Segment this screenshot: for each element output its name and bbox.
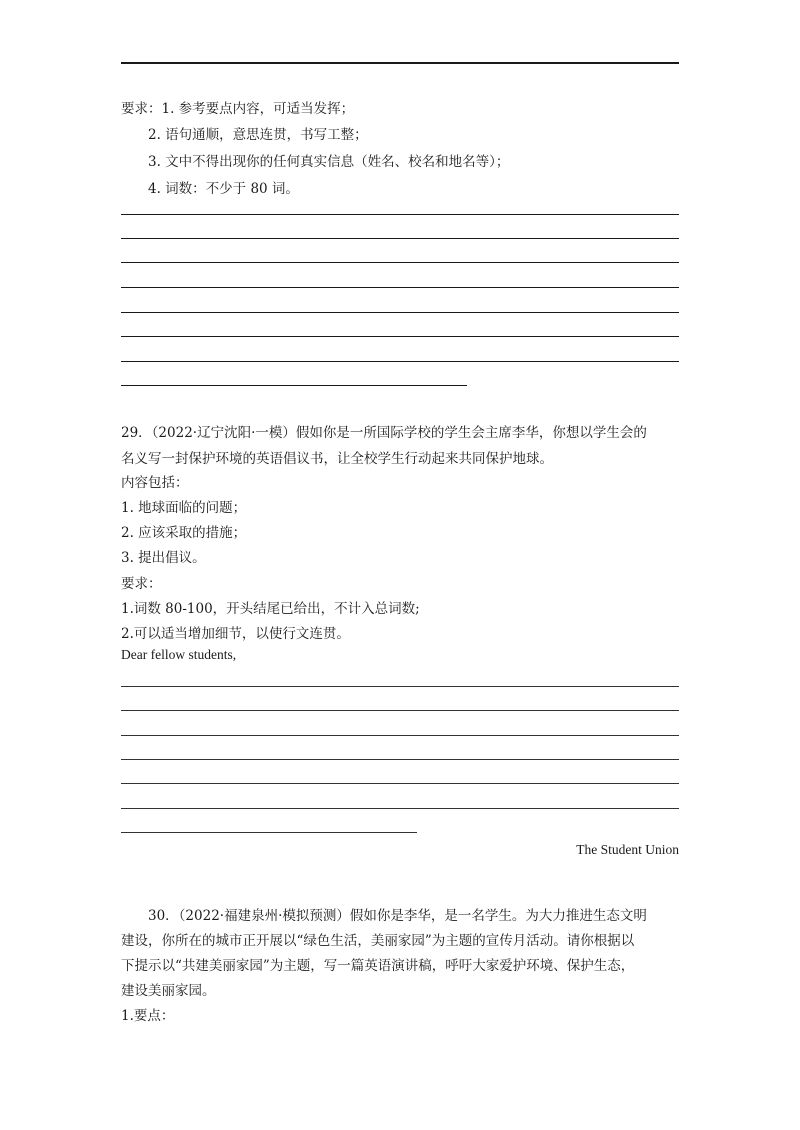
q29-answer-line[interactable] [121,710,679,711]
q28-answer-line[interactable] [121,312,679,313]
q30-prompt-line-4: 建设美丽家园。 [121,983,216,999]
q29-requirement-1: 1.词数 80-100，开头结尾已给出，不计入总词数; [121,601,420,617]
q29-prompt-line-1: 29．（2022·辽宁沈阳·一模）假如你是一所国际学校的学生会主席李华，你想以学生会的 [121,425,647,441]
q29-content-item-3: 3. 提出倡议。 [121,550,206,566]
q29-answer-line[interactable] [121,759,679,760]
q29-prompt-line-2: 名义写一封保护环境的英语倡议书，让全校学生行动起来共同保护地球。 [121,451,553,467]
q30-prompt-line-2: 建设，你所在的城市正开展以“绿色生活，美丽家园”为主题的宣传月活动。请你根据以 [121,933,635,949]
q29-content-item-2: 2. 应该采取的措施； [121,525,247,541]
q29-signature: The Student Union [576,842,679,857]
q28-requirement-3: 3. 文中不得出现你的任何真实信息（姓名、校名和地名等）； [148,154,510,170]
top-writing-line [121,62,679,64]
q28-answer-line[interactable] [121,262,679,263]
q28-requirement-4: 4. 词数：不少于 80 词。 [148,181,299,197]
q29-answer-line[interactable] [121,783,679,784]
q29-requirement-2: 2.可以适当增加细节，以使行文连贯。 [121,626,350,642]
q28-answer-line[interactable] [121,238,679,239]
q29-answer-line[interactable] [121,808,679,809]
q28-answer-line[interactable] [121,361,679,362]
q28-answer-line[interactable] [121,287,679,288]
q29-salutation: Dear fellow students, [121,647,237,662]
q30-prompt-line-1: 30．（2022·福建泉州·模拟预测）假如你是李华，是一名学生。为大力推进生态文明 [148,908,647,924]
q29-answer-line[interactable] [121,686,679,687]
q29-answer-line[interactable] [121,735,679,736]
q28-answer-line-short[interactable] [121,385,467,386]
q28-answer-line[interactable] [121,336,679,337]
q29-requirements-label: 要求： [121,576,162,592]
q29-answer-line-short[interactable] [121,832,417,833]
q29-content-label: 内容包括： [121,475,189,491]
q28-requirement-1: 1. 参考要点内容，可适当发挥； [161,101,355,117]
q30-prompt-line-3: 下提示以“共建美丽家园”为主题，写一篇英语演讲稿，呼吁大家爱护环境、保护生态， [121,958,635,974]
q28-requirement-2: 2. 语句通顺，意思连贯，书写工整； [148,127,368,143]
q30-points-label: 1.要点： [121,1008,175,1024]
q28-requirements-label: 要求：1. 参考要点内容，可适当发挥； [121,101,355,117]
q29-content-item-1: 1. 地球面临的问题； [121,500,247,516]
q28-answer-line[interactable] [121,214,679,215]
